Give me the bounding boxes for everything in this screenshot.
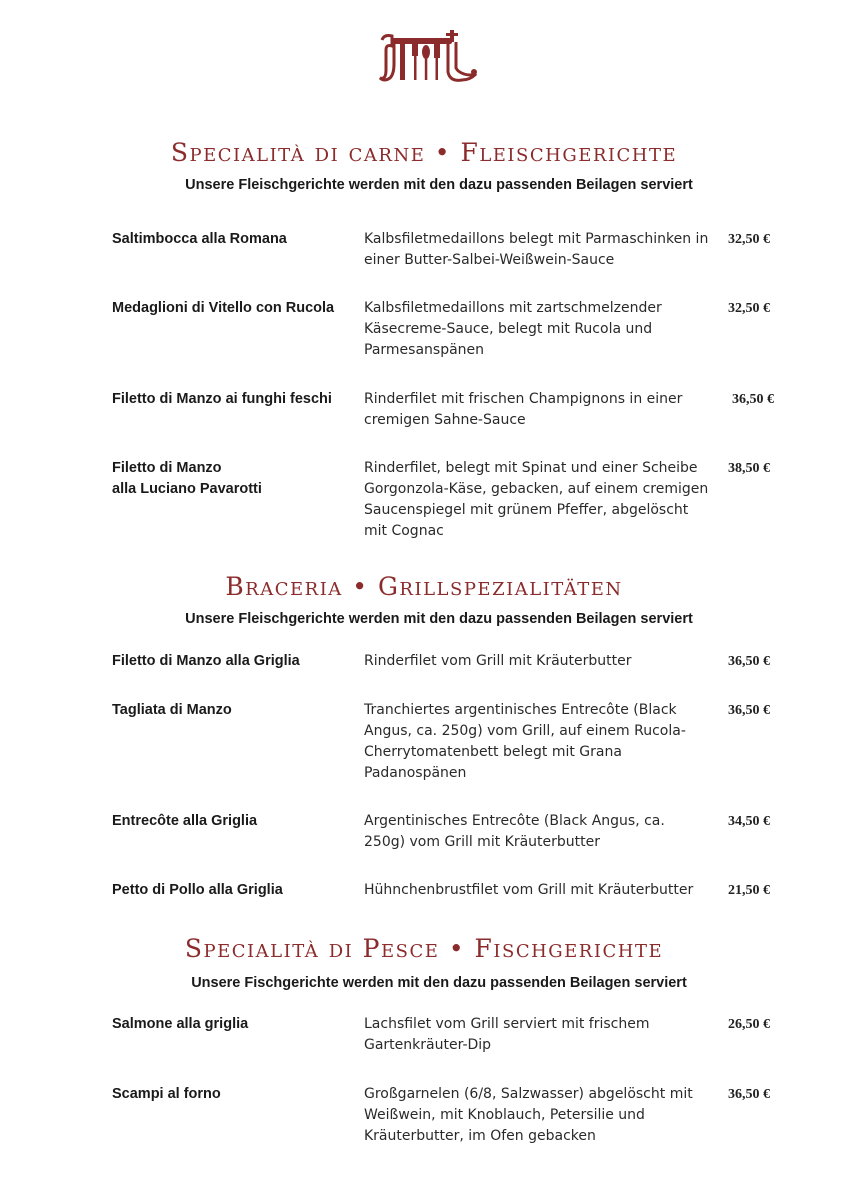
dish-description: Lachsfilet vom Grill serviert mit frischem Gartenkräuter-Dip: [364, 1016, 650, 1053]
section-subtitle: Unsere Fleischgerichte werden mit den dazu passenden Beilagen serviert: [185, 177, 693, 193]
dish-name: Filetto di Manzo alla Luciano Pavarotti: [112, 460, 262, 497]
dish-name: Tagliata di Manzo: [112, 702, 232, 718]
dish-price: 36,50 €: [728, 654, 770, 669]
dish-price: 32,50 €: [728, 301, 770, 316]
section-subtitle: Unsere Fleischgerichte werden mit den dazu passenden Beilagen serviert: [185, 611, 693, 627]
dish-description: Rinderfilet mit frischen Champignons in einer cremigen Sahne-Sauce: [364, 391, 683, 428]
section-title-fischgerichte: Specialità di Pesce • Fischgerichte: [184, 934, 664, 963]
dish-name: Saltimbocca alla Romana: [112, 231, 287, 247]
dish-description: Großgarnelen (6/8, Salzwasser) abgelöscht mit Weißwein, mit Knoblauch, Petersilie und Kräuterbutter, im Ofen gebacken: [364, 1086, 693, 1144]
dish-price: 36,50 €: [728, 1087, 770, 1102]
dish-price: 21,50 €: [728, 883, 770, 898]
dish-name: Filetto di Manzo ai funghi feschi: [112, 391, 332, 407]
dish-name: Entrecôte alla Griglia: [112, 813, 258, 829]
dish-name: Salmone alla griglia: [112, 1016, 249, 1032]
dish-name: Filetto di Manzo alla Griglia: [112, 653, 300, 669]
dish-name: Scampi al forno: [112, 1086, 221, 1102]
dish-description: Kalbsfiletmedaillons mit zartschmelzender Käsecreme-Sauce, belegt mit Rucola und Parmesanspänen: [364, 300, 662, 358]
dish-description: Hühnchenbrustfilet vom Grill mit Kräuterbutter: [364, 882, 694, 898]
dish-price: 36,50 €: [728, 703, 770, 718]
dish-price: 38,50 €: [728, 461, 770, 476]
dish-price: 34,50 €: [728, 814, 770, 829]
dish-description: Tranchiertes argentinisches Entrecôte (Black Angus, ca. 250g) vom Grill, auf einem Rucola-Cherrytomatenbett belegt mit Grana Padanospänen: [364, 702, 686, 781]
monogram-m-cutlery-icon: [378, 30, 480, 92]
dish-description: Rinderfilet, belegt mit Spinat und einer Scheibe Gorgonzola-Käse, gebacken, auf einem cremigen Saucenspiegel mit grünem Pfeffer, abgelöscht mit Cognac: [364, 460, 709, 539]
dish-price: 36,50 €: [732, 392, 774, 407]
section-subtitle: Unsere Fischgerichte werden mit den dazu passenden Beilagen serviert: [191, 975, 687, 991]
dish-price: 26,50 €: [728, 1017, 770, 1032]
dish-name: Medaglioni di Vitello con Rucola: [112, 300, 335, 316]
section-title-grillspezialitaeten: Braceria • Grillspezialitäten: [225, 572, 623, 601]
dish-name: Petto di Pollo alla Griglia: [112, 882, 283, 898]
dish-price: 32,50 €: [728, 232, 770, 247]
dish-description: Kalbsfiletmedaillons belegt mit Parmaschinken in einer Butter-Salbei-Weißwein-Sauce: [364, 231, 709, 268]
dish-description: Argentinisches Entrecôte (Black Angus, ca. 250g) vom Grill mit Kräuterbutter: [364, 813, 665, 850]
section-title-fleischgerichte: Specialità di carne • Fleischgerichte: [170, 138, 678, 167]
dish-description: Rinderfilet vom Grill mit Kräuterbutter: [364, 653, 632, 669]
